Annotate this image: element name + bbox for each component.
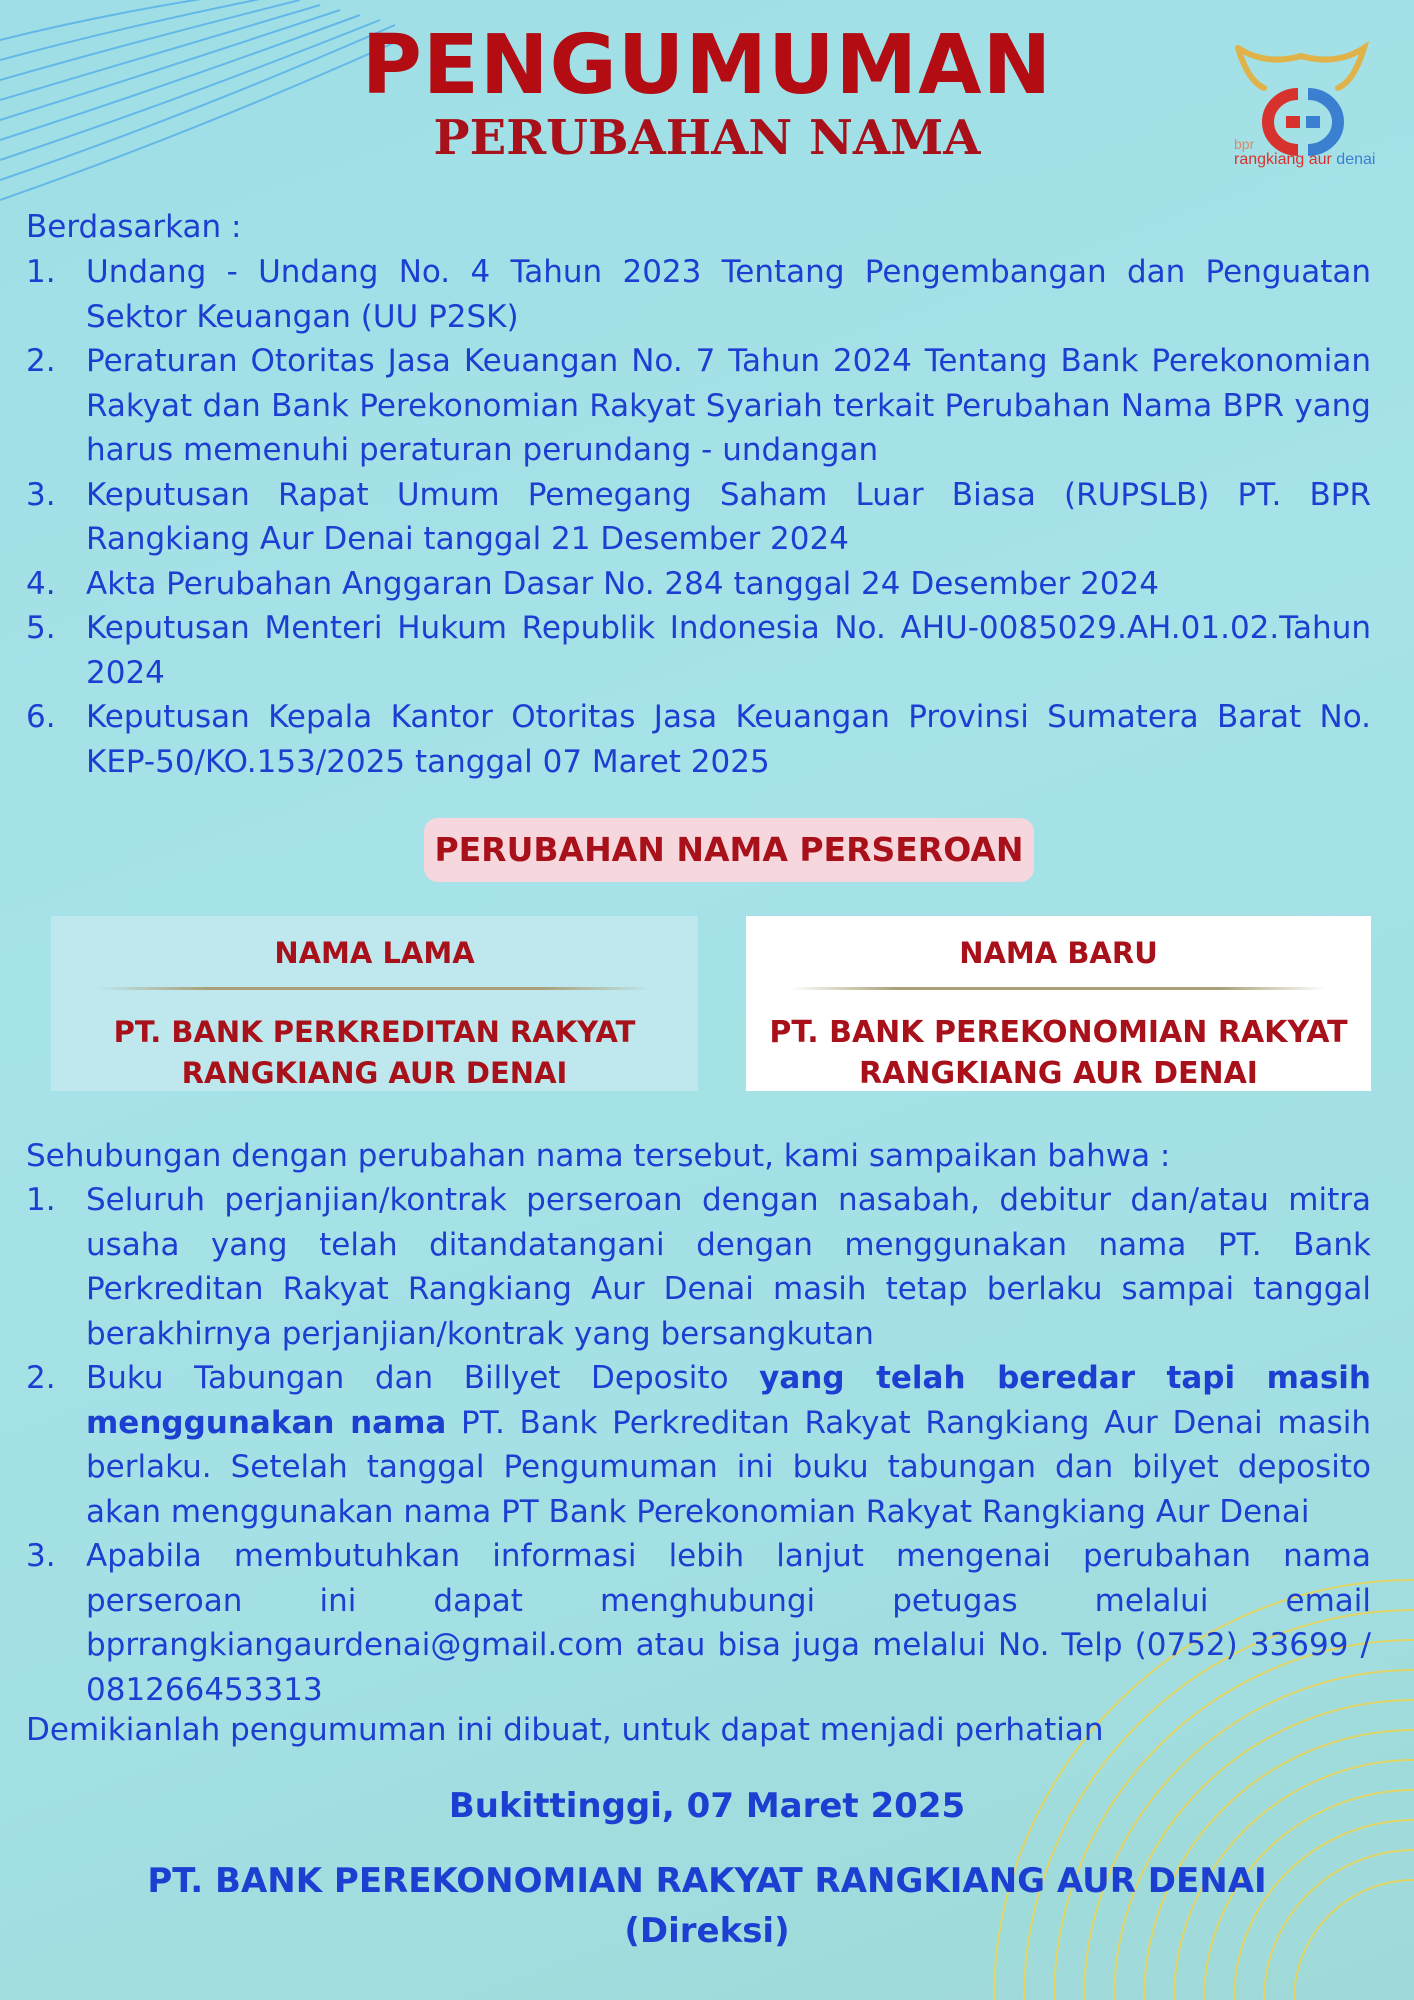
list-item: 6. Keputusan Kepala Kantor Otoritas Jasa Keuangan Provinsi Sumatera Barat No. KEP-50/KO.153/2025 tanggal 07 Maret 2025 (26, 699, 1371, 780)
list-item: 2. Buku Tabungan dan Billyet Deposito yang telah beredar tapi masih menggunakan nama PT. Bank Perkreditan Rakyat Rangkiang Aur Denai masih berlaku. Setelah tanggal Pengumuman ini buku tabungan dan bilyet deposito akan menggunakan nama PT Bank Perekonomian Rakyat Rangkiang Aur Denai (26, 1360, 1371, 1530)
page-subtitle: PERUBAHAN NAMA (433, 110, 981, 166)
logo-name: rangkiang aur denai (1234, 151, 1376, 168)
list-item: 1. Seluruh perjanjian/kontrak perseroan dengan nasabah, debitur dan/atau mitra usaha yang telah ditandatangani dengan menggunakan nama PT. Bank Perkreditan Rakyat Rangkiang Aur Denai masih tetap berlaku sampai tanggal berakhirnya perjanjian/kontrak yang bersangkutan (26, 1182, 1371, 1352)
organization-name: PT. BANK PEREKONOMIAN RAKYAT RANGKIANG AUR DENAI (147, 1861, 1267, 1901)
signoff-organization (0, 1856, 1414, 1956)
list-item: 1. Undang - Undang No. 4 Tahun 2023 Tentang Pengembangan dan Penguatan Sektor Keuangan (UU P2SK) (26, 254, 1371, 335)
new-name-line1: PT. BANK PEREKONOMIAN RAKYAT (769, 1015, 1348, 1050)
old-name-box (51, 916, 698, 1091)
signoff-role: (Direksi) (624, 1911, 790, 1951)
notes-intro: Sehubungan dengan perubahan nama tersebut, kami sampaikan bahwa : (26, 1138, 1171, 1174)
list-item: 3. Keputusan Rapat Umum Pemegang Saham Luar Biasa (RUPSLB) PT. BPR Rangkiang Aur Denai tanggal 21 Desember 2024 (26, 476, 1371, 557)
notes-list (26, 1178, 1371, 1712)
list-item: 4. Akta Perubahan Anggaran Dasar No. 284 tanggal 24 Desember 2024 (26, 565, 1159, 602)
page-title: PENGUMUMAN (361, 18, 1053, 113)
old-name-label: NAMA LAMA (274, 936, 475, 970)
old-name-line1: PT. BANK PERKREDITAN RAKYAT (113, 1015, 636, 1049)
name-change-heading: PERUBAHAN NAMA PERSEROAN (424, 818, 1034, 882)
list-item: 3. Apabila membutuhkan informasi lebih lanjut mengenai perubahan nama perseroan ini dapat menghubungi petugas melalui email bprrangkiangaurdenai@gmail.com atau bisa juga melalui No. Telp (0752) 33699 / 081266453313 (26, 1538, 1371, 1708)
old-name-line2: RANGKIANG AUR DENAI (181, 1056, 568, 1090)
closing-text: Demikianlah pengumuman ini dibuat, untuk dapat menjadi perhatian (26, 1712, 1104, 1748)
list-item: 2. Peraturan Otoritas Jasa Keuangan No. 7 Tahun 2024 Tentang Bank Perekonomian Rakyat dan Bank Perekonomian Rakyat Syariah terkait Perubahan Nama BPR yang harus memenuhi peraturan perundang - undangan (26, 343, 1371, 468)
divider (790, 987, 1328, 990)
new-name-label: NAMA BARU (959, 936, 1158, 970)
new-name-line2: RANGKIANG AUR DENAI (859, 1056, 1258, 1091)
logo-small-text: bpr (1234, 136, 1255, 152)
basis-intro: Berdasarkan : (26, 209, 242, 245)
place-date: Bukittinggi, 07 Maret 2025 (448, 1786, 966, 1826)
basis-list (26, 250, 1371, 784)
divider (96, 987, 652, 990)
new-name-box (746, 916, 1371, 1091)
list-item: 5. Keputusan Menteri Hukum Republik Indonesia No. AHU-0085029.AH.01.02.Tahun 2024 (26, 610, 1371, 691)
